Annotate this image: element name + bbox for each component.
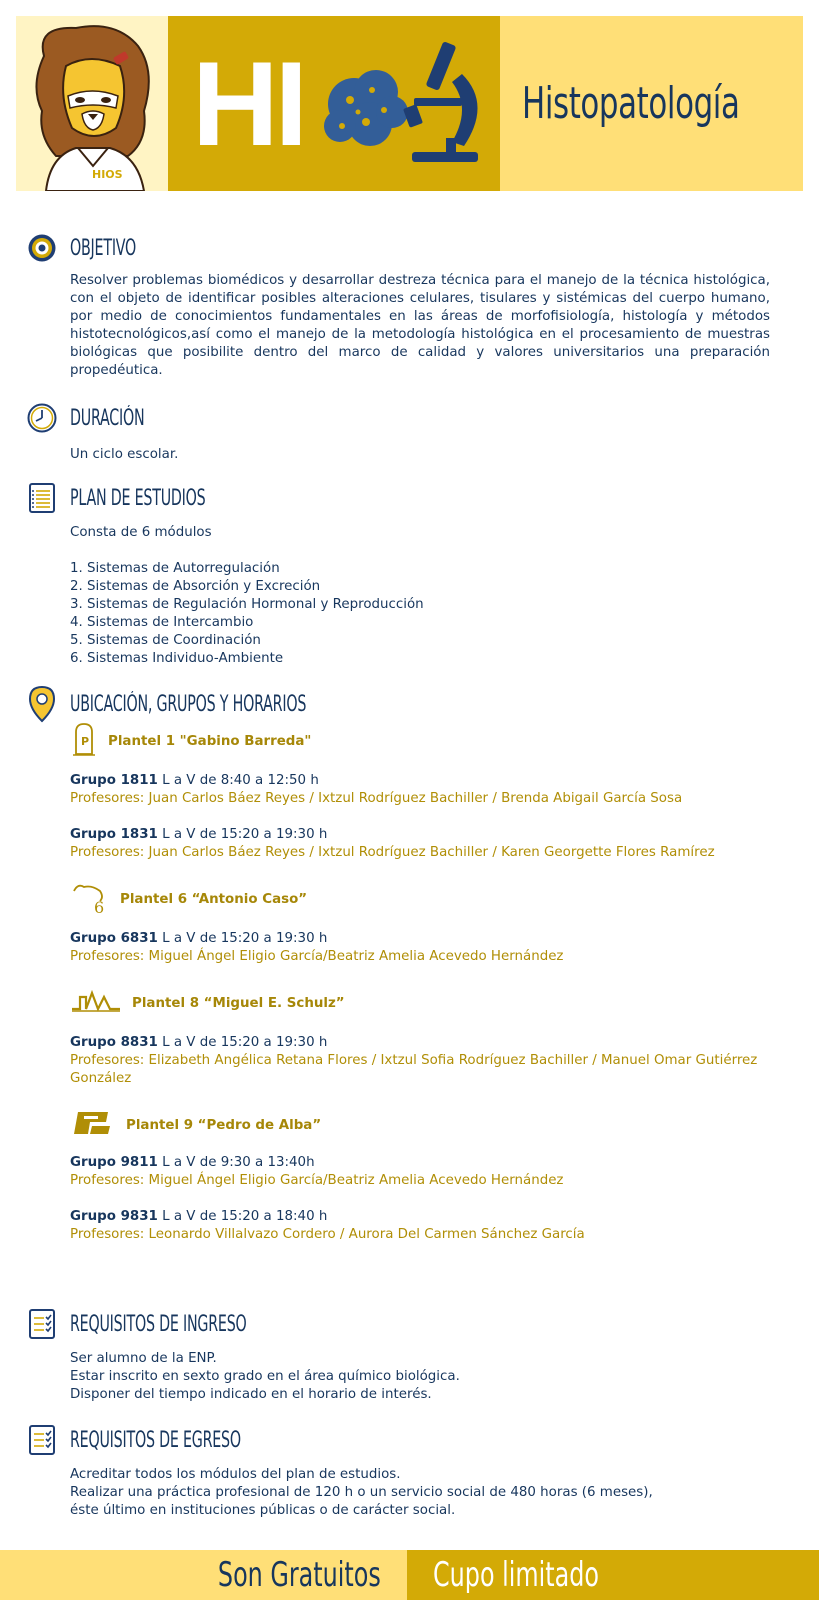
group-schedule: L a V de 8:40 a 12:50 h	[157, 773, 319, 788]
objetivo-text: Resolver problemas biomédicos y desarrollar destreza técnica para el manejo de la técnica histológica, con el objeto de identificar posibles alteraciones celulares, tisulares y sistémicas del cuerpo humano, por medio de conocimientos fundamentales en las áreas de morfofisiología, histología y métodos histotecnológicos,así como el manejo de la metodología histológica en el procesamiento de muestras biológicas que posibilite dentro del marco de calidad y valores universitarios una preparación propedéutica.	[70, 273, 770, 378]
footer-limited-panel	[407, 1550, 819, 1600]
checklist-icon	[26, 1308, 58, 1340]
plantel-1-logo-icon	[70, 720, 98, 764]
title-panel	[500, 16, 803, 191]
requirement-item: Ser alumno de la ENP.	[70, 1351, 217, 1366]
group-code: Grupo 8831	[70, 1035, 158, 1050]
requirement-item: Estar inscrito en sexto grado en el área químico biológica.	[70, 1369, 460, 1384]
duracion-section	[26, 402, 796, 464]
location-pin-icon	[26, 688, 58, 720]
plan-body	[70, 524, 796, 668]
group-teachers: Profesores: Juan Carlos Báez Reyes / Ixtzul Rodríguez Bachiller / Karen Georgette Flores Ramírez	[70, 845, 715, 860]
egreso-title: REQUISITOS DE EGRESO	[70, 1427, 241, 1453]
plan-section	[26, 482, 796, 668]
campus-plantel-8	[70, 984, 796, 1024]
logo-letters: HI	[192, 37, 304, 171]
ubicacion-title: UBICACIÓN, GRUPOS Y HORARIOS	[70, 691, 307, 717]
footer-limited-label: Cupo limitado	[433, 1555, 599, 1595]
ingreso-section	[26, 1308, 796, 1404]
campus-plantel-6	[70, 880, 796, 920]
clock-icon	[26, 402, 58, 434]
ingreso-title: REQUISITOS DE INGRESO	[70, 1311, 247, 1337]
svg-text:6: 6	[94, 898, 105, 917]
group-schedule: L a V de 15:20 a 19:30 h	[157, 931, 328, 946]
plantel-6-logo-icon	[70, 877, 110, 923]
footer-free-label: Son Gratuitos	[218, 1555, 381, 1595]
module-item: 3. Sistemas de Regulación Hormonal y Reproducción	[70, 597, 424, 612]
requirement-item: éste último en instituciones públicas o de carácter social.	[70, 1503, 456, 1518]
group-schedule: L a V de 9:30 a 13:40h	[157, 1155, 315, 1170]
group-entry	[70, 1208, 796, 1244]
campus-plantel-1	[70, 722, 796, 762]
plan-title: PLAN DE ESTUDIOS	[70, 485, 206, 511]
group-code: Grupo 1811	[70, 773, 158, 788]
group-entry	[70, 1034, 796, 1088]
requirement-item: Acreditar todos los módulos del plan de estudios.	[70, 1467, 401, 1482]
group-teachers: Profesores: Elizabeth Angélica Retana Flores / Ixtzul Sofia Rodríguez Bachiller / Manuel Omar Gutiérrez González	[70, 1053, 758, 1086]
campus-name: Plantel 6 “Antonio Caso”	[120, 892, 308, 907]
footer-banner	[0, 1550, 819, 1600]
module-item: 1. Sistemas de Autorregulación	[70, 561, 280, 576]
objetivo-title: OBJETIVO	[70, 235, 137, 261]
notepad-icon	[26, 482, 58, 514]
group-schedule: L a V de 15:20 a 18:40 h	[157, 1209, 328, 1224]
target-icon	[26, 232, 58, 264]
campus-name: Plantel 1 "Gabino Barreda"	[108, 734, 312, 749]
module-item: 6. Sistemas Individuo-Ambiente	[70, 651, 284, 666]
svg-text:P: P	[81, 735, 90, 748]
group-entry	[70, 826, 796, 862]
campus-name: Plantel 9 “Pedro de Alba”	[126, 1118, 322, 1133]
ubicacion-body	[70, 722, 796, 1244]
campus-name: Plantel 8 “Miguel E. Schulz”	[132, 996, 345, 1011]
duracion-title: DURACIÓN	[70, 405, 145, 431]
duracion-text: Un ciclo escolar.	[70, 447, 179, 462]
egreso-section	[26, 1424, 796, 1520]
group-code: Grupo 9811	[70, 1155, 158, 1170]
mascot-illustration	[16, 16, 168, 191]
group-teachers: Profesores: Leonardo Villalvazo Cordero / Aurora Del Carmen Sánchez García	[70, 1227, 585, 1242]
requirement-item: Disponer del tiempo indicado en el horario de interés.	[70, 1387, 432, 1402]
plantel-9-logo-icon	[70, 1108, 116, 1144]
microscope-icon	[314, 34, 494, 174]
requirement-item: Realizar una práctica profesional de 120 h o un servicio social de 480 horas (6 meses),	[70, 1485, 653, 1500]
ubicacion-section	[26, 688, 796, 1244]
plan-intro: Consta de 6 módulos	[70, 525, 212, 540]
group-code: Grupo 6831	[70, 931, 158, 946]
objetivo-section	[26, 232, 796, 380]
module-item: 2. Sistemas de Absorción y Excreción	[70, 579, 321, 594]
campus-plantel-9	[70, 1106, 796, 1146]
group-schedule: L a V de 15:20 a 19:30 h	[157, 827, 328, 842]
group-teachers: Profesores: Miguel Ángel Eligio García/Beatriz Amelia Acevedo Hernández	[70, 949, 564, 964]
module-item: 4. Sistemas de Intercambio	[70, 615, 254, 630]
group-schedule: L a V de 15:20 a 19:30 h	[157, 1035, 328, 1050]
group-entry	[70, 930, 796, 966]
header-banner	[16, 16, 803, 191]
group-teachers: Profesores: Miguel Ángel Eligio García/Beatriz Amelia Acevedo Hernández	[70, 1173, 564, 1188]
egreso-body	[70, 1466, 796, 1520]
page-title: Histopatología	[522, 78, 740, 129]
checklist-icon	[26, 1424, 58, 1456]
group-code: Grupo 9831	[70, 1209, 158, 1224]
ingreso-body	[70, 1350, 796, 1404]
group-entry	[70, 772, 796, 808]
module-item: 5. Sistemas de Coordinación	[70, 633, 261, 648]
group-teachers: Profesores: Juan Carlos Báez Reyes / Ixtzul Rodríguez Bachiller / Brenda Abigail García Sosa	[70, 791, 683, 806]
footer-free-panel	[0, 1550, 407, 1600]
plantel-8-logo-icon	[70, 989, 122, 1019]
group-entry	[70, 1154, 796, 1190]
group-code: Grupo 1831	[70, 827, 158, 842]
mascot-badge: HIOS	[92, 168, 123, 181]
program-logo	[168, 16, 500, 191]
